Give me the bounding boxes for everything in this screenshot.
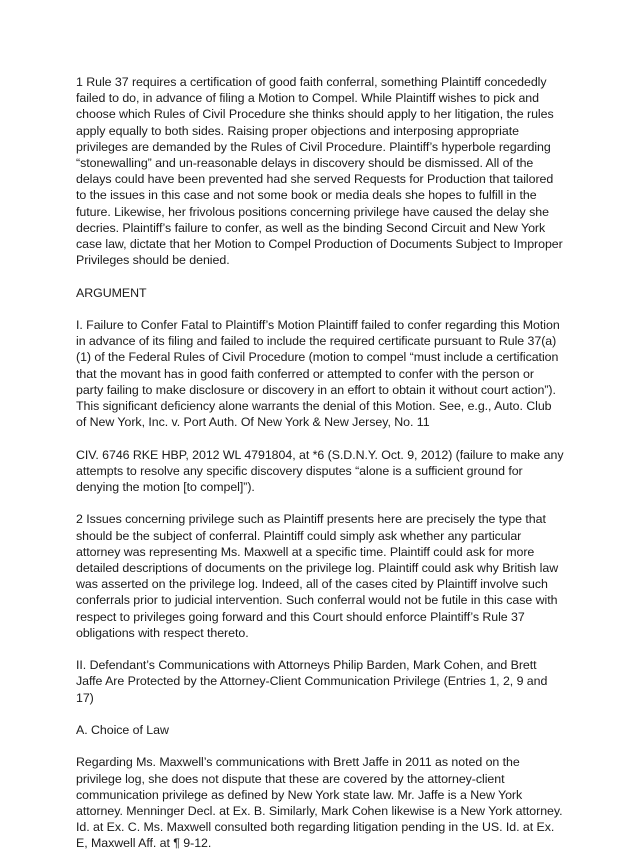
paragraph-footnote-2: 2 Issues concerning privilege such as Plaintiff presents here are precisely the type that should be the subject of conferral. Plaintiff could simply ask whether any particular attorney was representing Ms. Maxwell at a specific time. Plaintiff could ask for more detailed descriptions of documents on the privilege log. Plaintiff could ask why British law was asserted on the privilege log. Indeed, all of the cases cited by Plaintiff involve such conferrals prior to judicial intervention. Such conferral would not be futile in this case with respect to privileges going forward and this Court should enforce Plaintiff’s Rule 37 obligations with respect thereto. [76, 512, 559, 640]
heading-section-ii: II. Defendant’s Communications with Attorneys Philip Barden, Mark Cohen, and Brett Jaffe Are Protected by the Attorney-Client Communication Privilege (Entries 1, 2, 9 and 17) [76, 658, 548, 705]
paragraph-jaffe-cohen: Regarding Ms. Maxwell’s communications with Brett Jaffe in 2011 as noted on the privilege log, she does not dispute that these are covered by the attorney-client communication privilege as defined by New York state law. Mr. Jaffe is a New York attorney. Menninger Decl. at Ex. B. Similarly, Mark Cohen likewise is a New York attorney. Id. at Ex. C. Ms. Maxwell consulted both regarding litigation pending in the US. Id. at Ex. E, Maxwell Aff. at ¶ 9-12. [76, 755, 563, 851]
heading-choice-of-law: A. Choice of Law [76, 723, 169, 738]
paragraph-citation: CIV. 6746 RKE HBP, 2012 WL 4791804, at *6 (S.D.N.Y. Oct. 9, 2012) (failure to make any attempts to resolve any specific discovery disputes “alone is a sufficient ground for denying the motion [to compel]”). [76, 447, 564, 495]
paragraph-footnote-1: 1 Rule 37 requires a certification of good faith conferral, something Plaintiff concededly failed to do, in advance of filing a Motion to Compel. While Plaintiff wishes to pick and choose which Rules of Civil Procedure she thinks should apply to her litigation, the rules apply equally to both sides. Raising proper objections and interposing appropriate privileges are demanded by the Rules of Civil Procedure. Plaintiff’s hyperbole regarding “stonewalling” and un-reasonable delays in discovery should be dismissed. All of the delays could have been prevented had she served Requests for Production that tailored to the issues in this case and not some book or media deals she hopes to fulfill in the future. Likewise, her frivolous positions concerning privilege have caused the delay she decries. Plaintiff’s failure to confer, as well as the binding Second Circuit and New York case law, dictate that her Motion to Compel Production of Documents Subject to Improper Privileges should be denied. [76, 75, 563, 268]
heading-argument: ARGUMENT [76, 285, 147, 300]
document-page [76, 74, 564, 868]
paragraph-failure-to-confer: I. Failure to Confer Fatal to Plaintiff’s Motion Plaintiff failed to confer regarding this Motion in advance of its filing and failed to include the required certificate pursuant to Rule 37(a)(1) of the Federal Rules of Civil Procedure (motion to compel “must include a certification that the movant has in good faith conferred or attempted to confer with the person or party failing to make disclosure or discovery in an effort to obtain it without court action”). This significant deficiency alone warrants the denial of this Motion. See, e.g., Auto. Club of New York, Inc. v. Port Auth. Of New York & New Jersey, No. 11 [76, 318, 560, 430]
